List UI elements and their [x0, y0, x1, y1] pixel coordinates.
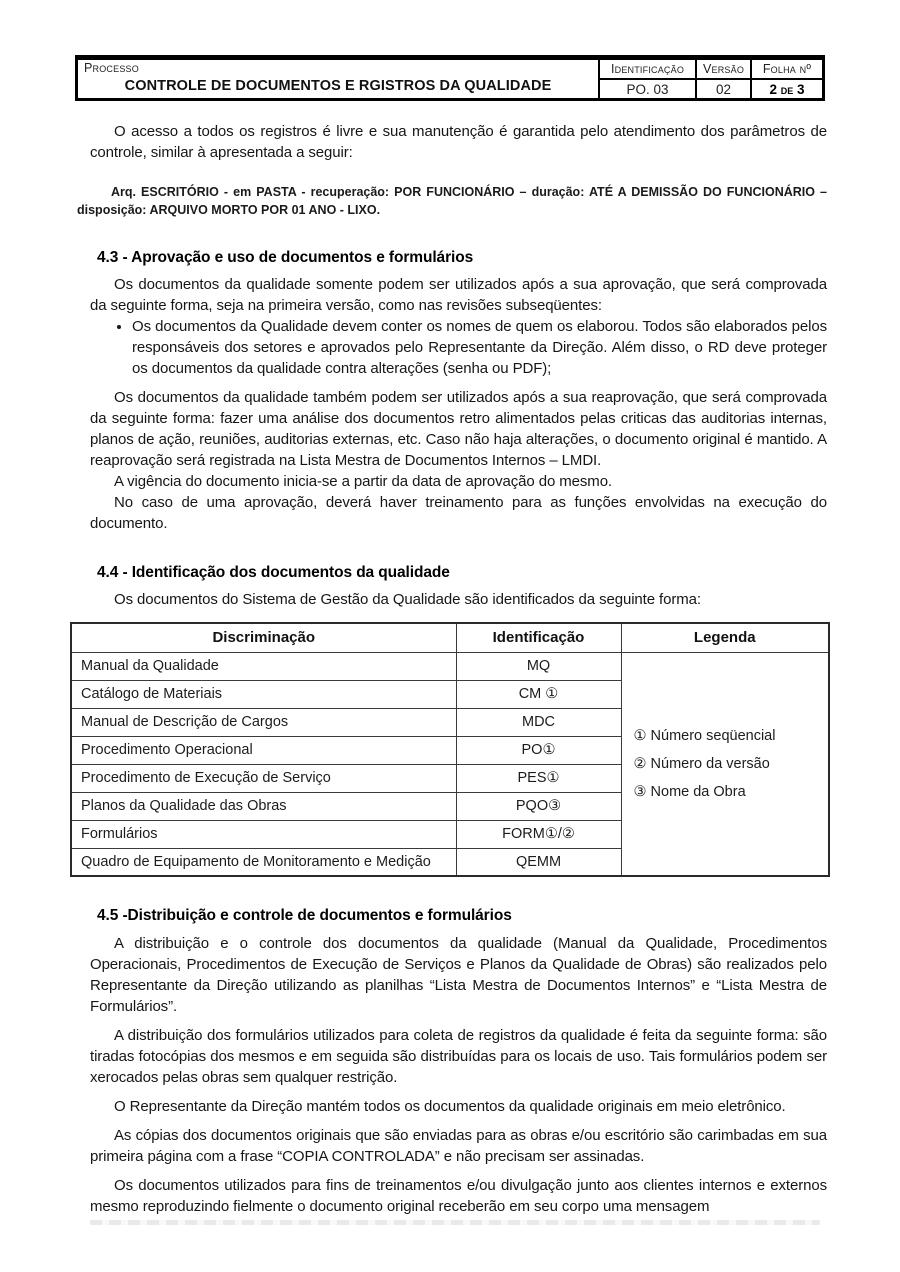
- section-4-3-paragraph-3: A vigência do documento inicia-se a partir da data de aprovação do mesmo.: [114, 473, 612, 490]
- section-4-5-paragraph-3: O Representante da Direção mantém todos os documentos da qualidade originais em meio eletrônico.: [114, 1098, 786, 1115]
- doc-name: Planos da Qualidade das Obras: [71, 792, 456, 820]
- bullet-item: • Os documentos da Qualidade devem conter os nomes de quem os elaborou. Todos são elaborados pelos responsáveis dos setores e aprovados pelo Representante da Direção. Além disso, o RD deve proteger os documentos da qualidade contra alterações (senha ou PDF);: [132, 316, 827, 379]
- document-title: CONTROLE DE DOCUMENTOS E RGISTROS DA QUALIDADE: [124, 78, 552, 94]
- legend-item-1: ① Número seqüencial: [633, 727, 776, 744]
- document-header-table: [75, 55, 825, 101]
- version-value: 02: [695, 80, 750, 98]
- doc-code: PQO③: [456, 792, 621, 820]
- section-4-5-paragraph-1: A distribuição e o controle dos documentos da qualidade (Manual da Qualidade, Procedimentos Operacionais, Procedimentos de Execução de Serviços e Planos da Qualidade de Obras) são realizados pelo Representante da Direção utilizando as planilhas “Lista Mestra de Documentos Internos” e “Lista Mestra de Formulários”.: [90, 935, 827, 1015]
- sheet-number-label: Folha nº: [750, 60, 822, 80]
- identification-value: PO. 03: [598, 80, 695, 98]
- col-header-discriminacao: Discriminação: [71, 623, 456, 652]
- legend-item-2: ② Número da versão: [633, 755, 770, 772]
- doc-code: PES①: [456, 764, 621, 792]
- doc-code: MDC: [456, 708, 621, 736]
- doc-name: Procedimento Operacional: [71, 736, 456, 764]
- section-4-3-heading: 4.3 - Aprovação e uso de documentos e formulários: [97, 249, 474, 266]
- archive-note: Arq. ESCRITÓRIO - em PASTA - recuperação: POR FUNCIONÁRIO – duração: ATÉ A DEMISSÃO DO FUNCIONÁRIO – disposição: ARQUIVO MORTO POR 01 ANO - LIXO.: [77, 185, 827, 217]
- section-4-4-paragraph-1: Os documentos do Sistema de Gestão da Qualidade são identificados da seguinte forma:: [114, 591, 701, 608]
- doc-name: Formulários: [71, 820, 456, 848]
- identification-label: Identificação: [598, 60, 695, 80]
- section-4-5-heading: 4.5 -Distribuição e controle de documentos e formulários: [97, 907, 512, 924]
- version-label: Versão: [695, 60, 750, 80]
- table-header-row: [71, 623, 829, 652]
- table-row: [71, 652, 829, 680]
- document-body: [77, 112, 827, 1225]
- section-4-5-paragraph-5: Os documentos utilizados para fins de treinamentos e/ou divulgação junto aos clientes internos e externos mesmo reproduzindo fielmente o documento original receberão em seu corpo uma mensagem: [90, 1177, 827, 1215]
- legend-cell: [621, 652, 829, 876]
- doc-name: Manual da Qualidade: [71, 652, 456, 680]
- section-4-3-paragraph-2: Os documentos da qualidade também podem ser utilizados após a sua reaprovação, que será comprovada da seguinte forma: fazer uma análise dos documentos retro alimentados pelas criticas das auditorias internas, planos de ação, reuniões, auditorias externas, etc. Caso não haja alterações, o documento original é mantido. A reaprovação será registrada na Lista Mestra de Documentos Internos – LMDI.: [90, 389, 827, 469]
- intro-paragraph: O acesso a todos os registros é livre e sua manutenção é garantida pelo atendimento dos parâmetros de controle, similar à apresentada a seguir:: [90, 123, 827, 161]
- col-header-legenda: Legenda: [621, 623, 829, 652]
- doc-code: FORM①/②: [456, 820, 621, 848]
- sheet-number-value: 2 de 3: [750, 80, 822, 98]
- section-4-5-paragraph-2: A distribuição dos formulários utilizados para coleta de registros da qualidade é feita da seguinte forma: são tiradas fotocópias dos mesmos e em seguida são distribuídas para os locais de uso. Tais formulários podem ser xerocados pelas obras sem qualquer restrição.: [90, 1027, 827, 1086]
- section-4-3-paragraph-1: Os documentos da qualidade somente podem ser utilizados após a sua aprovação, que será comprovada da seguinte forma, seja na primeira versão, como nas revisões subseqüentes:: [90, 276, 827, 314]
- col-header-identificacao: Identificação: [456, 623, 621, 652]
- identification-table: [70, 622, 830, 877]
- header-title-cell: [78, 60, 598, 98]
- doc-code: CM ①: [456, 680, 621, 708]
- section-4-3-paragraph-4: No caso de uma aprovação, deverá haver treinamento para as funções envolvidas na execução do documento.: [90, 494, 827, 532]
- doc-name: Procedimento de Execução de Serviço: [71, 764, 456, 792]
- scan-artifact-strip: [90, 1220, 820, 1225]
- doc-code: PO①: [456, 736, 621, 764]
- doc-code: QEMM: [456, 848, 621, 876]
- process-label: Processo: [84, 61, 139, 75]
- doc-code: MQ: [456, 652, 621, 680]
- legend-item-3: ③ Nome da Obra: [633, 783, 746, 800]
- section-4-4-heading: 4.4 - Identificação dos documentos da qualidade: [97, 564, 450, 581]
- section-4-3-bullet-list: [104, 316, 827, 379]
- doc-name: Manual de Descrição de Cargos: [71, 708, 456, 736]
- doc-name: Catálogo de Materiais: [71, 680, 456, 708]
- section-4-5-paragraph-4: As cópias dos documentos originais que são enviadas para as obras e/ou escritório são carimbadas em sua primeira página com a frase “COPIA CONTROLADA” e não precisam ser assinadas.: [90, 1127, 827, 1165]
- doc-name: Quadro de Equipamento de Monitoramento e Medição: [71, 848, 456, 876]
